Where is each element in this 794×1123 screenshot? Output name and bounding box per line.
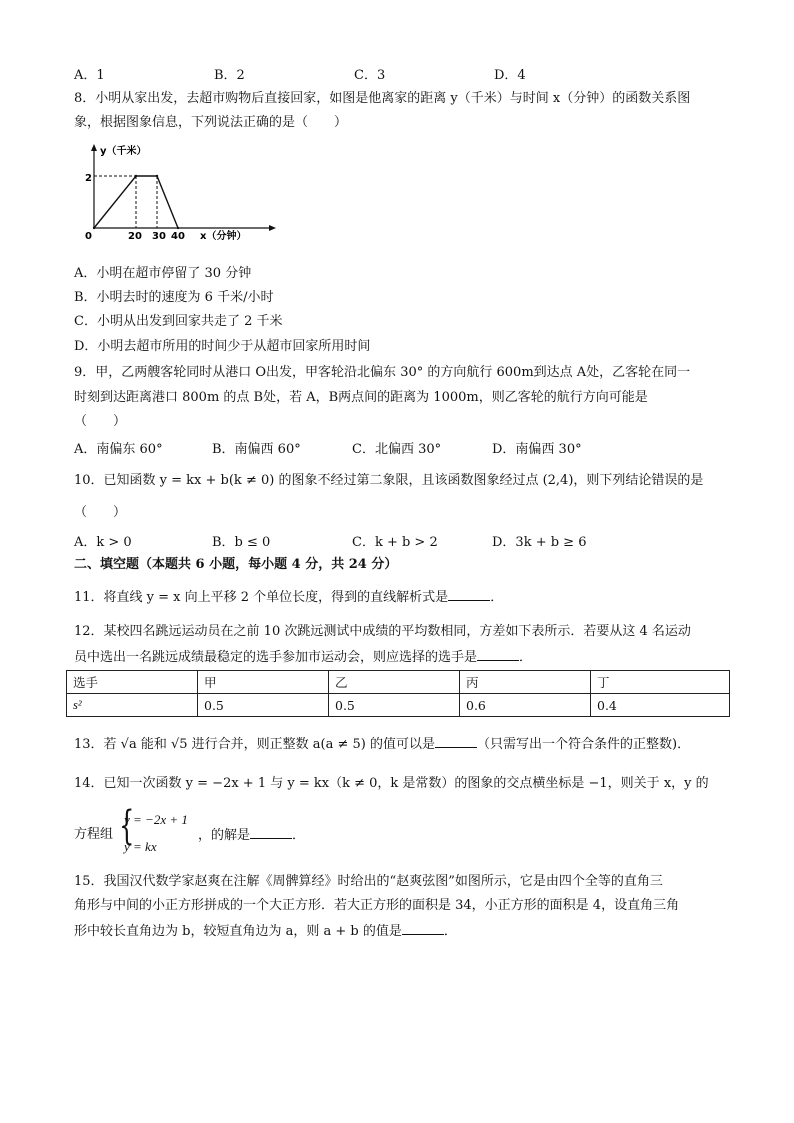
section-2-heading: 二、填空题（本题共 6 小题，每小题 4 分，共 24 分） — [74, 557, 398, 572]
q7-option-a: A．1 — [74, 68, 105, 83]
q13 — [74, 735, 690, 754]
q12-stem-line1: 12．某校四名跳远运动员在之前 10 次跳远测试中成绩的平均数相同，方差如下表所示．若要从这 4 名运动 — [74, 624, 691, 639]
q12-answer-blank[interactable] — [477, 648, 519, 661]
data-point-30 — [156, 175, 158, 177]
x-axis-label: x（分钟） — [200, 231, 247, 242]
q8-stem-line2: 象，根据图象信息，下列说法正确的是（ ） — [74, 115, 348, 130]
x-tick-20: 20 — [128, 231, 142, 242]
x-tick-40: 40 — [171, 231, 185, 242]
q15-stem-text: 形中较长直角边为 b，较短直角边为 a，则 a + b 的值是 — [74, 924, 402, 939]
q8-graph — [74, 140, 284, 250]
q14-system-prefix: 方程组 — [74, 827, 114, 842]
table-cell: 0.4 — [591, 694, 730, 717]
q10-option-a: A．k > 0 — [74, 535, 132, 550]
table-header-row — [67, 671, 730, 694]
q9-stem-line2: 时刻到达距离港口 800m 的点 B处，若 A，B两点间的距离为 1000m，则乙客轮的航行方向可能是 — [74, 390, 648, 405]
q9-stem-line3: （ ） — [74, 414, 127, 429]
origin-label: 0 — [85, 231, 92, 242]
q7-option-c: C．3 — [354, 68, 386, 83]
y-axis-label: y（千米） — [100, 146, 147, 157]
q14-equation-1: y = −2x + 1 — [124, 812, 188, 827]
table-header-cell: 甲 — [198, 671, 329, 694]
q12-stem-line2 — [74, 648, 532, 667]
table-header-cell: 选手 — [67, 671, 198, 694]
q15-answer-blank[interactable] — [402, 922, 444, 935]
q10-options — [74, 531, 734, 549]
q8-option-d: D．小明去超市所用的时间少于从超市回家所用时间 — [74, 339, 371, 354]
q14-stem-line1: 14．已知一次函数 y = −2x + 1 与 y = kx（k ≠ 0，k 是常数）的图象的交点横坐标是 −1，则关于 x，y 的 — [74, 776, 709, 791]
data-point-20 — [135, 175, 137, 177]
q7-options — [74, 64, 734, 82]
q15-stem-line1: 15．我国汉代数学家赵爽在注解《周髀算经》时给出的“赵爽弦图”如图所示，它是由四个全等的直角三 — [74, 874, 663, 889]
q12-end: ． — [519, 650, 533, 665]
table-row-label: s² — [67, 694, 198, 717]
q14-end: ． — [292, 828, 306, 843]
q8-option-a: A．小明在超市停留了 30 分钟 — [74, 266, 252, 281]
q9-option-b: B．南偏西 60° — [212, 442, 301, 457]
q13-stem: 13．若 √a 能和 √5 进行合并，则正整数 a(a ≠ 5) 的值可以是 — [74, 737, 435, 752]
q8-stem-line1: 8．小明从家出发，去超市购物后直接回家，如图是他离家的距离 y（千米）与时间 x（分钟）的函数关系图 — [74, 91, 691, 106]
q10-stem-line1: 10．已知函数 y = kx + b(k ≠ 0) 的图象不经过第二象限，且该函数图象经过点 (2,4)，则下列结论错误的是 — [74, 473, 704, 488]
q10-stem-line2: （ ） — [74, 505, 127, 520]
q7-option-d: D．4 — [494, 68, 526, 83]
q8-option-c: C．小明从出发到回家共走了 2 千米 — [74, 314, 283, 329]
table-row — [67, 694, 730, 717]
q14-suffix: ，的解是 — [198, 828, 251, 843]
q14-answer-blank[interactable] — [250, 826, 292, 839]
q9-stem-line1: 9．甲，乙两艘客轮同时从港口 O出发，甲客轮沿北偏东 30° 的方向航行 600m到达点 A处，乙客轮在同一 — [74, 365, 691, 380]
table-cell: 0.5 — [329, 694, 460, 717]
q11-answer-blank[interactable] — [448, 588, 490, 601]
q11-stem: 11．将直线 y = x 向上平移 2 个单位长度，得到的直线解析式是 — [74, 590, 449, 605]
q14-answer-line — [198, 826, 305, 845]
table-header-cell: 丁 — [591, 671, 730, 694]
q15-end: ． — [443, 924, 457, 939]
q9-option-a: A．南偏东 60° — [74, 442, 163, 457]
q13-end: （只需写出一个符合条件的正整数)． — [477, 737, 691, 752]
q12-variance-table — [66, 670, 730, 717]
q9-option-d: D．南偏西 30° — [492, 442, 582, 457]
data-point-40 — [177, 227, 179, 229]
q12-stem-text: 员中选出一名跳远成绩最稳定的选手参加市运动会，则应选择的选手是 — [74, 650, 478, 665]
q9-option-c: C．北偏西 30° — [352, 442, 442, 457]
q14-equation-2: y = kx — [124, 839, 157, 854]
q15-stem-line2: 角形与中间的小正方形拼成的一个大正方形．若大正方形的面积是 34，小正方形的面积是 4，设直角三角 — [74, 898, 680, 913]
q10-option-b: B．b ≤ 0 — [212, 535, 271, 550]
data-point-0 — [93, 227, 95, 229]
q11 — [74, 588, 503, 607]
y-tick-2: 2 — [85, 173, 92, 184]
q10-option-d: D．3k + b ≥ 6 — [492, 535, 587, 550]
q9-options — [74, 438, 734, 456]
q11-end: ． — [490, 590, 504, 605]
q10-option-c: C．k + b > 2 — [352, 535, 438, 550]
table-cell: 0.5 — [198, 694, 329, 717]
table-cell: 0.6 — [460, 694, 591, 717]
table-header-cell: 丙 — [460, 671, 591, 694]
q15-stem-line3 — [74, 922, 457, 941]
x-tick-30: 30 — [152, 231, 166, 242]
q14-brace: { — [119, 803, 135, 849]
table-header-cell: 乙 — [329, 671, 460, 694]
q13-answer-blank[interactable] — [435, 735, 477, 748]
q7-option-b: B．2 — [214, 68, 245, 83]
q8-option-b: B．小明去时的速度为 6 千米/小时 — [74, 290, 274, 305]
